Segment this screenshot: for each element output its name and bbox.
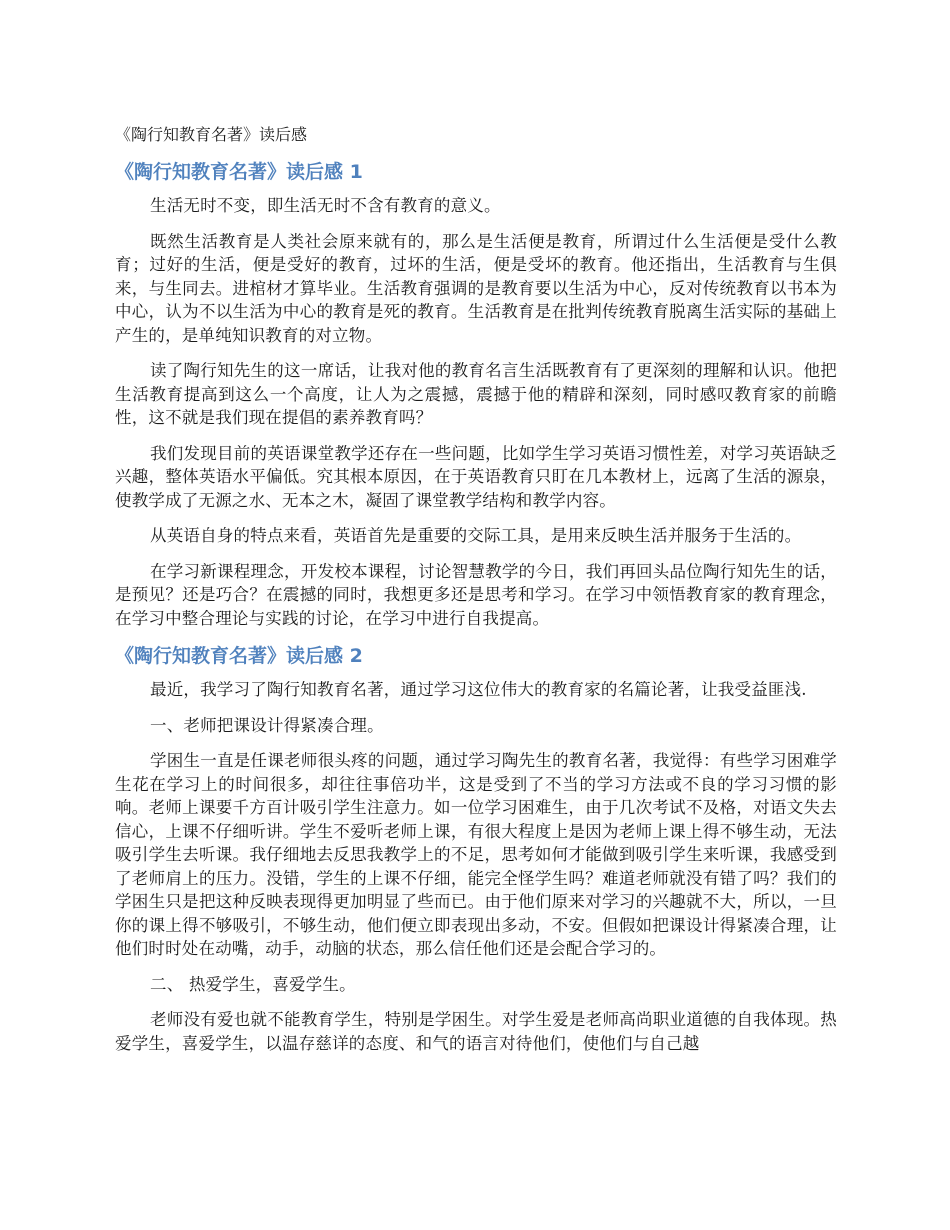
paragraph: 在学习新课程理念，开发校本课程，讨论智慧教学的今日，我们再回头品位陶行知先生的话，是预见？还是巧合？在震撼的同时，我想更多还是思考和学习。在学习中领悟教育家的教育理念，在学习中整合理论与实践的讨论，在学习中进行自我提高。 — [115, 561, 837, 628]
document-page — [115, 122, 837, 1067]
paragraph: 最近，我学习了陶行知教育名著，通过学习这位伟大的教育家的名篇论著，让我受益匪浅. — [150, 680, 807, 699]
paragraph: 一、老师把课设计得紧凑合理。 — [150, 715, 384, 735]
paragraph: 生活无时不变，即生活无时不含有教育的意义。 — [150, 196, 501, 215]
paragraph: 我们发现目前的英语课堂教学还存在一些问题，比如学生学习英语习惯性差，对学习英语缺乏兴趣，整体英语水平偏低。究其根本原因，在于英语教育只盯在几本教材上，远离了生活的源泉，使教学成了无源之水、无本之木，凝固了课堂教学结构和教学内容。 — [115, 443, 837, 510]
paragraph: 从英语自身的特点来看，英语首先是重要的交际工具，是用来反映生活并服务于生活的。 — [150, 526, 802, 545]
section-2 — [115, 642, 837, 1055]
paragraph: 读了陶行知先生的这一席话，让我对他的教育名言生活既教育有了更深刻的理解和认识。他把生活教育提高到这么一个高度，让人为之震撼，震撼于他的精辟和深刻，同时感叹教育家的前瞻性，这不就是我们现在提倡的素养教育吗？ — [115, 361, 837, 427]
section-heading: 《陶行知教育名著》读后感 2 — [115, 645, 363, 667]
paragraph: 老师没有爱也就不能教育学生，特别是学困生。对学生爱是老师高尚职业道德的自我体现。热爱学生，喜爱学生，以温存慈详的态度、和气的语言对待他们，使他们与自己越 — [115, 1010, 837, 1053]
paragraph: 既然生活教育是人类社会原来就有的，那么是生活便是教育，所谓过什么生活便是受什么教育；过好的生活，便是受好的教育，过坏的生活，便是受坏的教育。他还指出，生活教育与生俱来，与生同去。进棺材才算毕业。生活教育强调的是教育要以生活为中心，反对传统教育以书本为中心，认为不以生活为中心的教育是死的教育。生活教育是在批判传统教育脱离生活实际的基础上产生的，是单纯知识教育的对立物。 — [115, 231, 837, 345]
section-heading: 《陶行知教育名著》读后感 1 — [115, 161, 363, 183]
section-1 — [115, 158, 837, 630]
document-title: 《陶行知教育名著》读后感 — [115, 125, 308, 144]
paragraph: 学困生一直是任课老师很头疼的问题，通过学习陶先生的教育名著，我觉得：有些学习困难学生花在学习上的时间很多，却往往事倍功半，这是受到了不当的学习方法或不良的学习习惯的影响。老师上课要千方百计吸引学生注意力。如一位学习困难生，由于几次考试不及格，对语文失去信心，上课不仔细听讲。学生不爱听老师上课，有很大程度上是因为老师上课上得不够生动，无法吸引学生去听课。我仔细地去反思我教学上的不足，思考如何才能做到吸引学生来听课，我感受到了老师肩上的压力。没错，学生的上课不仔细，能完全怪学生吗？难道老师就没有错了吗？我们的学困生只是把这种反映表现得更加明显了些而已。由于他们原来对学习的兴趣就不大，所以，一旦你的课上得不够吸引，不够生动，他们便立即表现出多动，不安。但假如把课设计得紧凑合理，让他们时时处在动嘴，动手，动脑的状态，那么信任他们还是会配合学习的。 — [115, 751, 837, 958]
paragraph: 二、 热爱学生，喜爱学生。 — [150, 974, 356, 994]
